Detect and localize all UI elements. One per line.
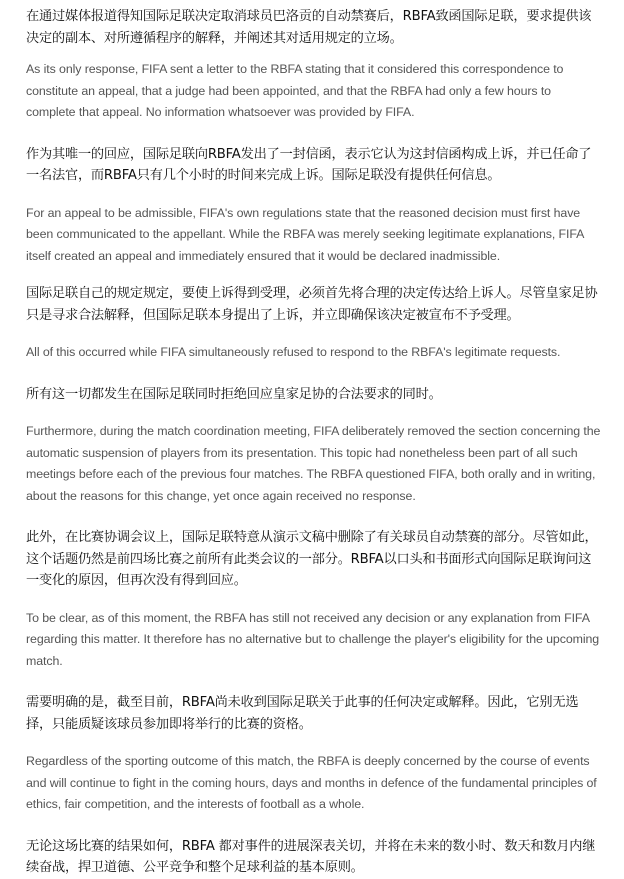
paragraph-zh-5: 此外，在比赛协调会议上，国际足联特意从演示文稿中删除了有关球员自动禁赛的部分。尽管如此，这个话题仍然是前四场比赛之前所有此类会议的一部分。RBFA以口头和书面形式向国际足联询问这一变化的原因，但再次没有得到回应。 (26, 530, 598, 588)
paragraph-zh-4: 所有这一切都发生在国际足联同时拒绝回应皇家足协的合法要求的同时。 (26, 386, 442, 402)
paragraph-en-6: Regardless of the sporting outcome of this match, the RBFA is deeply concerned by the course of events and will continue to fight in the coming hours, days and months in defence of the fundamental principles of ethics, fair competition, and the interests of football as a whole. (26, 754, 597, 811)
paragraph-zh-2: 作为其唯一的回应，国际足联向RBFA发出了一封信函，表示它认为这封信函构成上诉，并已任命了一名法官，而RBFA只有几个小时的时间来完成上诉。国际足联没有提供任何信息。 (26, 146, 592, 183)
paragraph-zh-1: 在通过媒体报道得知国际足联决定取消球员巴洛贡的自动禁赛后，RBFA致函国际足联，要求提供该决定的副本、对所遵循程序的解释，并阐述其对适用规定的立场。 (26, 9, 592, 46)
paragraph-en-1: As its only response, FIFA sent a letter to the RBFA stating that it considered this correspondence to constitute an appeal, that a judge had been appointed, and that the RBFA had only a few hours to complete that appeal. No information whatsoever was provided by FIFA. (26, 62, 564, 119)
paragraph-zh-3: 国际足联自己的规定规定，要使上诉得到受理，必须首先将合理的决定传达给上诉人。尽管皇家足协只是寻求合法解释，但国际足联本身提出了上诉，并立即确保该决定被宣布不予受理。 (26, 286, 598, 323)
paragraph-en-2: For an appeal to be admissible, FIFA's own regulations state that the reasoned decision must first have been communicated to the appellant. While the RBFA was merely seeking legitimate explanations, FIFA itself created an appeal and immediately ensured that it would be declared inadmissible. (26, 205, 584, 263)
paragraph-zh-7: 无论这场比赛的结果如何，RBFA 都对事件的进展深表关切，并将在未来的数小时、数天和数月内继续奋战，捍卫道德、公平竞争和整个足球利益的基本原则。 (26, 838, 596, 875)
paragraph-en-3: All of this occurred while FIFA simultaneously refused to respond to the RBFA's legitimate requests. (26, 345, 561, 359)
paragraph-en-5: To be clear, as of this moment, the RBFA has still not received any decision or any explanation from FIFA regarding this matter. It therefore has no alternative but to challenge the player's eligibility for the upcoming match. (26, 610, 600, 668)
paragraph-en-4: Furthermore, during the match coordination meeting, FIFA deliberately removed the section concerning the automatic suspension of players from its presentation. This topic had nonetheless been part of all such meetings before each of the previous four matches. The RBFA questioned FIFA, both orally and in writing, about the reasons for this change, yet once again received no response. (26, 424, 601, 503)
paragraph-zh-6: 需要明确的是，截至目前，RBFA尚未收到国际足联关于此事的任何决定或解释。因此，它别无选择，只能质疑该球员参加即将举行的比赛的资格。 (26, 695, 579, 732)
